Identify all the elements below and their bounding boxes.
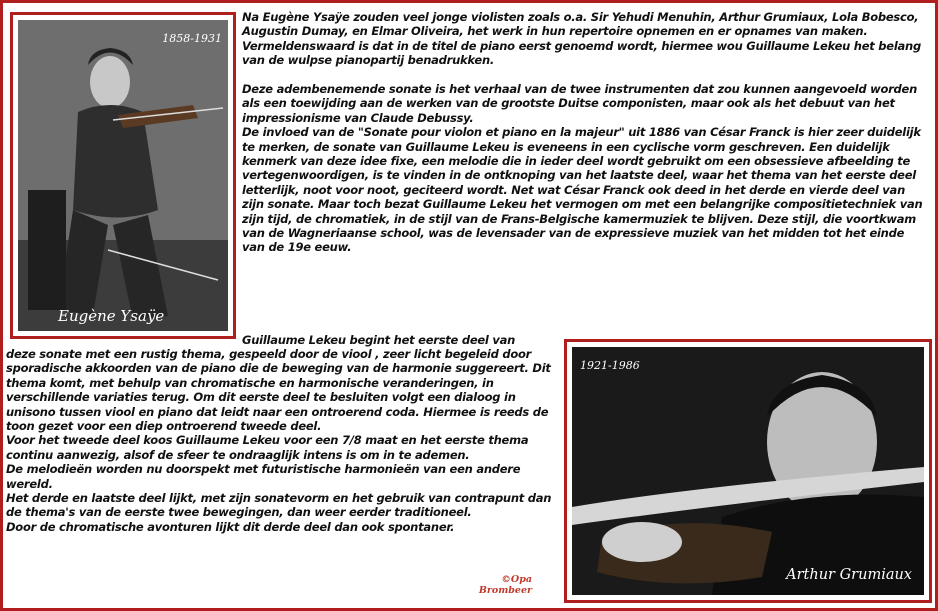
- paragraph-recordings: Na Eugène Ysaÿe zouden veel jonge violisten zoals o.a. Sir Yehudi Menuhin, Arthur Grumiaux, Lola Bobesco, Augustin Dumay, en Elmar Oliveira, het werk in hun repertoire opnemen en er opnames van maken. Vermeldenswaard is dat in de titel de piano eerst genoemd wordt, hiermee wou Guillaume Lekeu het belang van de wulpse pianopartij benadrukken.: [242, 10, 921, 68]
- grumiaux-portrait-image: [572, 347, 924, 595]
- credit-signature: [479, 574, 532, 596]
- violinist-silhouette-icon: [18, 20, 228, 331]
- article-text-top: [242, 10, 928, 255]
- paragraph-franck-influence: De invloed van de "Sonate pour violon et piano en la majeur" uit 1886 van César Franck is hier zeer duidelijk te merken, de sonate van Guillaume Lekeu is eveneens in een cyclische vorm geschreven. Een duidelijk kenmerk van deze idee fixe, een melodie die in ieder deel wordt gebruikt om een obsessieve afbeelding te vertegenwoordigen, is te vinden in de ontknoping van het laatste deel, waar het thema van het eerste deel letterlijk, noot voor noot, geciteerd wordt. Net wat César Franck ook deed in het derde en vierde deel van zijn sonate. Maar toch bezat Guillaume Lekeu het vermogen om met een belangrijke compositietechniek van zijn tijd, de chromatiek, in de stijl van de Frans-Belgische kamermuziek te blijven. Deze stijl, die voortkwam van de Wagneriaanse school, was de levensader van de expressieve muziek van het midden tot het einde van de 19e eeuw.: [242, 125, 923, 255]
- paragraph-chromatic: Door de chromatische avonturen lijkt dit derde deel dan ook spontaner.: [6, 519, 455, 534]
- paragraph-first-movement-start: Guillaume Lekeu begint het eerste deel van: [242, 333, 516, 347]
- credit-line-2: Brombeer: [478, 585, 532, 596]
- ysaye-caption: Eugène Ysaÿe: [58, 307, 165, 325]
- credit-line-1: ©Opa: [501, 574, 532, 585]
- photo-eugene-ysaye: [10, 12, 236, 339]
- photo-arthur-grumiaux: [564, 339, 932, 603]
- grumiaux-years: 1921-1986: [580, 359, 640, 372]
- paragraph-first-movement: deze sonate met een rustig thema, gespeeld door de viool , zeer licht begeleid door sporadische akkoorden van de piano die de beweging van de harmonie suggereert. Dit thema komt, met behulp van chromatische en harmonische veranderingen, in verschillende variaties terug. Om dit eerste deel te besluiten volgt een dialoog in unisono tussen viool en piano dat leidt naar een ontroerend coda. Hiermee is reeds de toon gezet voor een diep ontroerend tweede deel.: [6, 347, 551, 434]
- paragraph-second-movement: Voor het tweede deel koos Guillaume Lekeu voor een 7/8 maat en het eerste thema continu aanwezig, alsof de sfeer te ondraaglijk intens is om in te ademen.: [6, 433, 529, 462]
- paragraph-melodies: De melodieën worden nu doorspekt met futuristische harmonieën van een andere wereld.: [6, 462, 521, 491]
- paragraph-description: Deze adembenemende sonate is het verhaal van de twee instrumenten dat zou kunnen aangevoeld worden als een toewijding aan de werken van de grootste Duitse componisten, maar ook als het debuut van het impressionisme van Claude Debussy.: [242, 82, 918, 125]
- ysaye-years: 1858-1931: [162, 32, 222, 45]
- article-text-middle: [242, 333, 562, 347]
- violinist-portrait-icon: [572, 347, 924, 595]
- ysaye-portrait-image: [18, 20, 228, 331]
- paragraph-third-movement: Het derde en laatste deel lijkt, met zijn sonatevorm en het gebruik van contrapunt dan de thema's van de eerste twee bewegingen, dan weer eerder traditioneel.: [6, 491, 552, 520]
- article-text-bottom: [6, 347, 564, 534]
- grumiaux-caption: Arthur Grumiaux: [786, 567, 912, 583]
